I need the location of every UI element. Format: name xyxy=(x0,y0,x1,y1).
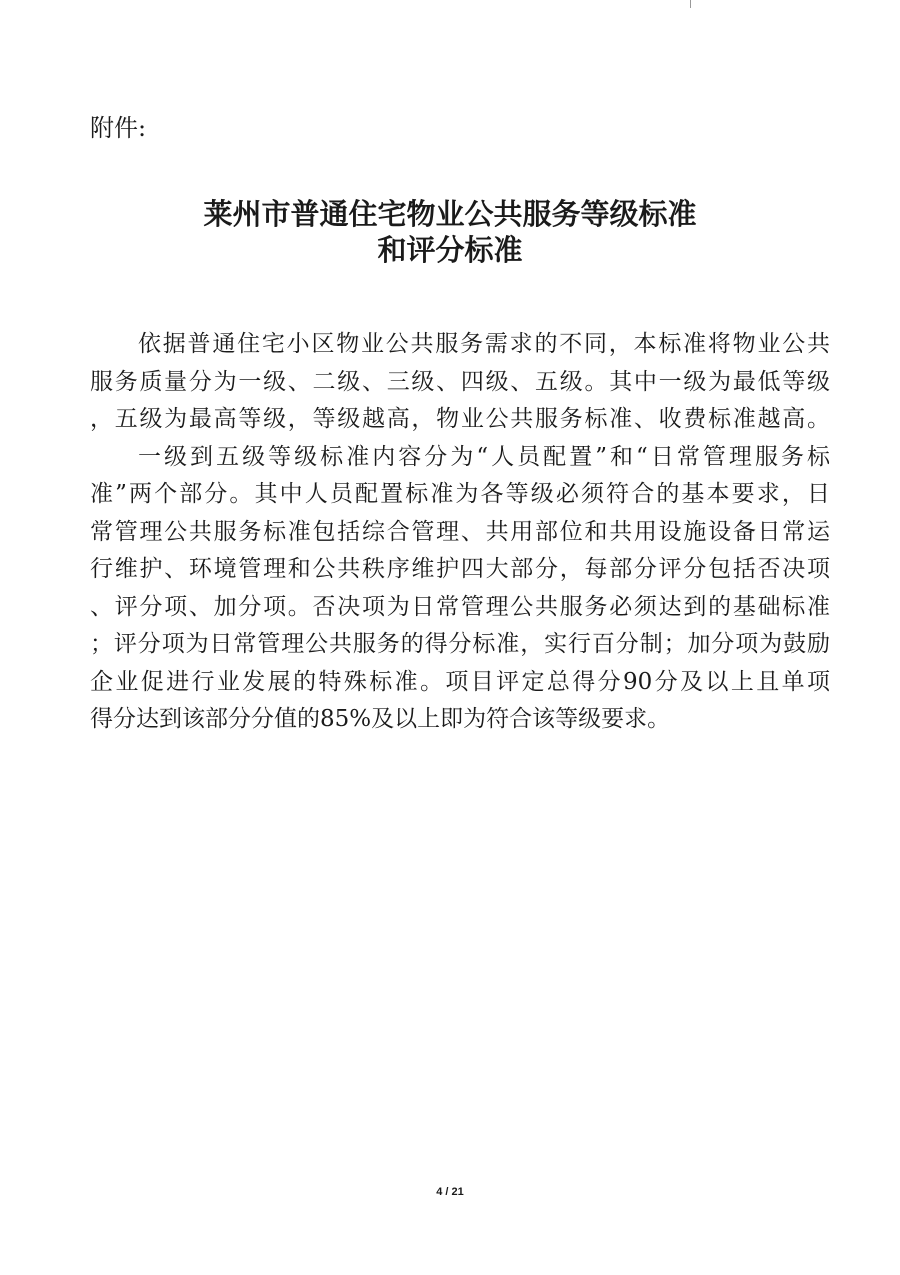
attachment-label: 附件: xyxy=(90,114,147,142)
text-line: ；评分项为日常管理公共服务的得分标准，实行百分制；加分项为鼓励 xyxy=(90,631,830,657)
text-line: 行维护、环境管理和公共秩序维护四大部分，每部分评分包括否决项 xyxy=(90,556,830,582)
document-title-line-2: 和评分标准 xyxy=(377,233,523,267)
document-title-line-1: 莱州市普通住宅物业公共服务等级标准 xyxy=(203,197,697,231)
text-line: 常管理公共服务标准包括综合管理、共用部位和共用设施设备日常运 xyxy=(90,518,830,545)
scan-mark xyxy=(690,0,691,8)
text-line: 企业促进行业发展的特殊标准。项目评定总得分90分及以上且单项 xyxy=(90,668,830,695)
text-line: ，五级为最高等级，等级越高，物业公共服务标准、收费标准越高。 xyxy=(90,406,830,432)
body-text xyxy=(90,326,830,739)
text-line: 服务质量分为一级、二级、三级、四级、五级。其中一级为最低等级 xyxy=(90,368,830,395)
text-line: 、评分项、加分项。否决项为日常管理公共服务必须达到的基础标准 xyxy=(90,593,830,620)
text-line: 依据普通住宅小区物业公共服务需求的不同，本标准将物业公共 xyxy=(138,331,830,357)
text-line: 准”两个部分。其中人员配置标准为各等级必须符合的基本要求，日 xyxy=(90,481,830,507)
page-number: 4 / 21 xyxy=(436,1186,464,1198)
text-line: 一级到五级等级标准内容分为“人员配置”和“日常管理服务标 xyxy=(138,443,830,470)
text-line: 得分达到该部分分值的85%及以上即为符合该等级要求。 xyxy=(90,706,671,732)
